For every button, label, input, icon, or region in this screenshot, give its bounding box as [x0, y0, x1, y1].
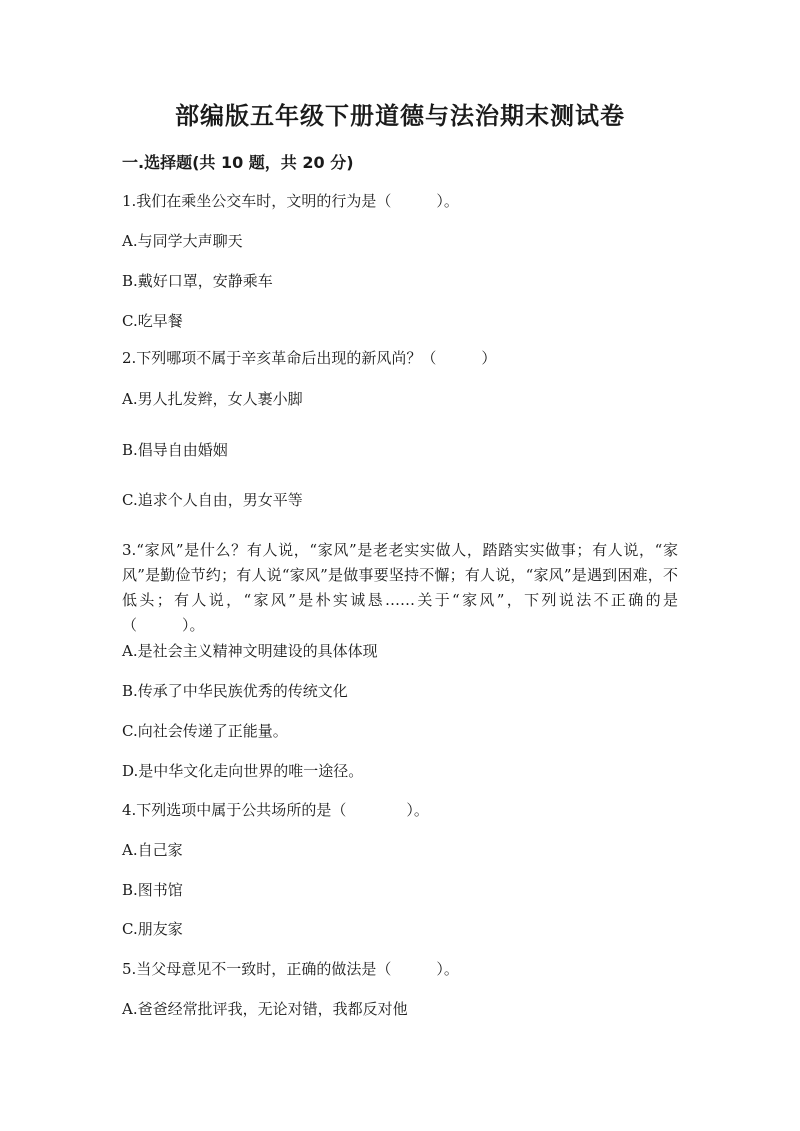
question-1-stem: 1.我们在乘坐公交车时，文明的行为是（ ）。	[122, 192, 459, 210]
question-2-stem: 2.下列哪项不属于辛亥革命后出现的新风尚？（ ）	[122, 349, 497, 367]
section-heading: 一.选择题(共 10 题，共 20 分)	[122, 153, 354, 172]
question-2-option-c: C.追求个人自由，男女平等	[122, 491, 303, 509]
question-4-option-b: B.图书馆	[122, 881, 183, 899]
question-2-option-b: B.倡导自由婚姻	[122, 441, 228, 459]
question-3-stem: 3.“家风”是什么？有人说，“家风”是老老实实做人，踏踏实实做事；有人说，“家风”是勤俭节约；有人说“家风”是做事要坚持不懈；有人说，“家风”是遇到困难，不低头；有人说，“家风”是朴实诚恳……关于“家风”，下列说法不正确的是（ ）。	[122, 541, 678, 634]
question-5-stem: 5.当父母意见不一致时，正确的做法是（ ）。	[122, 960, 459, 978]
question-3-option-c: C.向社会传递了正能量。	[122, 722, 288, 740]
page-title: 部编版五年级下册道德与法治期末测试卷	[175, 102, 625, 130]
question-3-option-d: D.是中华文化走向世界的唯一途径。	[122, 762, 364, 780]
question-4-stem: 4.下列选项中属于公共场所的是（ ）。	[122, 801, 429, 819]
question-4-option-c: C.朋友家	[122, 920, 183, 938]
question-2-option-a: A.男人扎发辫，女人裹小脚	[122, 390, 303, 408]
question-1-option-a: A.与同学大声聊天	[122, 232, 243, 250]
question-1-option-b: B.戴好口罩，安静乘车	[122, 272, 273, 290]
question-3-option-a: A.是社会主义精神文明建设的具体体现	[122, 642, 378, 660]
question-4-option-a: A.自己家	[122, 841, 183, 859]
question-3-option-b: B.传承了中华民族优秀的传统文化	[122, 682, 348, 700]
question-1-option-c: C.吃早餐	[122, 312, 183, 330]
question-5-option-a: A.爸爸经常批评我，无论对错，我都反对他	[122, 1000, 408, 1018]
